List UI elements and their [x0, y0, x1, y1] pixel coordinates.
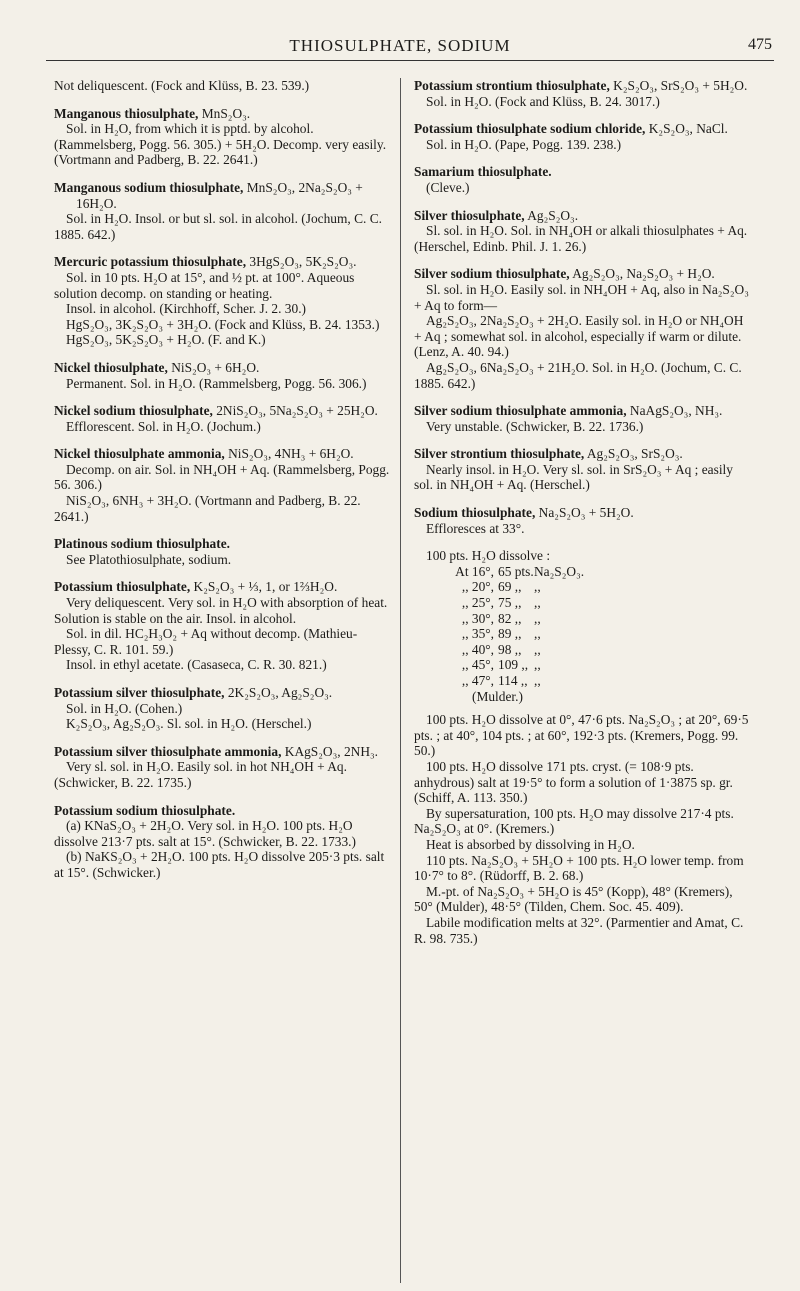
entry-heading	[54, 685, 392, 701]
paragraph: 100 pts. H₂O dissolve 171 pts. cryst. (= 108·9 pts. anhydrous) salt at 19·5° to form a solution of 1·3875 sp. gr. (Schiff, A. 113. 350.)	[414, 758, 733, 806]
salt-cell: ,,	[534, 595, 541, 611]
entry-text: Insol. in alcohol. (Kirchhoff, Scher. J. 2. 30.)	[66, 301, 306, 317]
entry	[54, 685, 392, 732]
entry-text: Ag₂S₂O₃, 2Na₂S₂O₃ + 2H₂O. Easily sol. in H₂O or NH₄OH + Aq ; somewhat sol. in alcohol, especially if warm or dilute. (Lenz, A. 40. 94.)	[414, 313, 744, 360]
salt-cell: ,,	[534, 673, 541, 688]
compound-name: Nickel thiosulphate ammonia,	[54, 446, 225, 462]
parts-cell: 114 ,,	[498, 673, 528, 688]
table-row	[414, 595, 752, 611]
table-row	[414, 642, 752, 658]
entry	[54, 403, 392, 434]
compound-name: Potassium silver thiosulphate,	[54, 685, 225, 700]
entry	[54, 180, 392, 242]
entry-text: HgS₂O₃, 5K₂S₂O₃ + H₂O. (F. and K.)	[66, 332, 266, 348]
compound-name: Nickel thiosulphate,	[54, 359, 168, 375]
compound-name: Sodium thiosulphate,	[414, 505, 536, 521]
entry-text: Sol. in H₂O. (Fock and Klüss, B. 24. 3017.)	[426, 93, 660, 109]
temperature-cell: ,, 35°,	[461, 626, 494, 642]
parts-cell: 69 ,,	[498, 579, 522, 595]
entry-text: Insol. in ethyl acetate. (Casaseca, C. R. 30. 821.)	[66, 657, 327, 673]
temperature-cell: At 16°,	[455, 563, 494, 579]
entry-text: Sl. sol. in H₂O. Easily sol. in NH₄OH + Aq, also in Na₂S₂O₃ + Aq to form—	[414, 281, 749, 313]
entry	[414, 505, 752, 536]
entry-heading	[414, 164, 752, 180]
entry-text: (b) NaKS₂O₃ + 2H₂O. 100 pts. H₂O dissolve 205·3 pts. salt at 15°. (Schwicker.)	[54, 849, 385, 880]
compound-formula: Ag₂S₂O₃.	[524, 207, 579, 223]
temperature-cell: ,, 45°,	[461, 657, 494, 673]
after-table-text	[414, 712, 752, 946]
entry-text: Sol. in dil. HC₂H₃O₂ + Aq without decomp. (Mathieu-Plessy, C. R. 101. 59.)	[54, 626, 358, 657]
compound-name: Potassium strontium thiosulphate,	[414, 78, 610, 93]
table-rows	[414, 564, 752, 689]
compound-name: Manganous thiosulphate,	[54, 105, 199, 121]
left-column	[54, 78, 392, 893]
entry	[54, 536, 392, 567]
entry-heading	[54, 254, 392, 270]
entry-text: Very sl. sol. in H₂O. Easily sol. in hot NH₄OH + Aq. (Schwicker, B. 22. 1735.)	[54, 759, 347, 790]
entry-text: Sl. sol. in H₂O. Sol. in NH₄OH or alkali thiosulphates + Aq. (Herschel, Edinb. Phil. J. 1. 26.)	[414, 223, 748, 254]
entry-text: (Cleve.)	[426, 179, 470, 195]
entry	[414, 446, 752, 493]
running-head: THIOSULPHATE, SODIUM	[289, 36, 511, 55]
entry-heading	[54, 579, 392, 595]
salt-cell: ,,	[534, 626, 541, 642]
parts-cell: 89 ,,	[498, 626, 522, 642]
compound-name: Samarium thiosulphate.	[414, 164, 552, 180]
entry-heading	[54, 403, 392, 419]
compound-formula: Na₂S₂O₃ + 5H₂O.	[535, 505, 634, 521]
compound-name: Potassium sodium thiosulphate.	[54, 802, 236, 818]
entry-text: Sol. in H₂O. (Pape, Pogg. 139. 238.)	[426, 136, 622, 152]
entry-text: Very deliquescent. Very sol. in H₂O with absorption of heat. Solution is stable on the air. Insol. in alcohol.	[54, 595, 388, 626]
entry	[414, 78, 752, 109]
header-rule	[46, 60, 774, 61]
entry	[414, 208, 752, 255]
entry-heading	[54, 803, 392, 819]
paragraph: M.-pt. of Na₂S₂O₃ + 5H₂O is 45° (Kopp), 48° (Kremers), 50° (Mulder), 48·5° (Tilden, Chem. Soc. 45. 409).	[414, 883, 733, 915]
compound-formula: NiS₂O₃, 4NH₃ + 6H₂O.	[224, 446, 354, 462]
compound-name: Platinous sodium thiosulphate.	[54, 536, 230, 552]
compound-formula: 3HgS₂O₃, 5K₂S₂O₃.	[246, 254, 357, 270]
entry-text: Sol. in H₂O. (Cohen.)	[66, 700, 183, 716]
page-number: 475	[748, 36, 772, 53]
entry-text: (a) KNaS₂O₃ + 2H₂O. Very sol. in H₂O. 100 pts. H₂O dissolve 213·7 pts. salt at 15°. (Schwicker, B. 22. 1733.)	[54, 818, 356, 849]
entry-text: See Platothiosulphate, sodium.	[66, 551, 232, 567]
entry-text: Sol. in H₂O, from which it is pptd. by alcohol. (Rammelsberg, Pogg. 56. 305.) + 5H₂O. Decomp. very easily. (Vortmann and Padberg, B. 22. 2641.)	[54, 121, 387, 168]
paragraph: By supersaturation, 100 pts. H₂O may dissolve 217·4 pts. Na₂S₂O₃ at 0°. (Kremers.)	[414, 805, 734, 837]
table-source: (Mulder.)	[472, 688, 523, 704]
table-row	[414, 673, 752, 689]
paragraph: 110 pts. Na₂S₂O₃ + 5H₂O + 100 pts. H₂O lower temp. from 10·7° to 8°. (Rüdorff, B. 2. 68.)	[414, 852, 744, 884]
temperature-cell: ,, 40°,	[461, 641, 494, 657]
compound-formula: MnS₂O₃.	[198, 105, 251, 121]
compound-formula: K₂S₂O₃, SrS₂O₃ + 5H₂O.	[609, 78, 748, 93]
right-column	[414, 78, 752, 946]
compound-formula: Ag₂S₂O₃, Na₂S₂O₃ + H₂O.	[569, 266, 715, 282]
entry	[54, 579, 392, 673]
table-intro: 100 pts. H₂O dissolve :	[426, 548, 551, 564]
entry-heading	[414, 403, 752, 419]
entry-heading	[414, 266, 752, 282]
entry	[54, 254, 392, 348]
parts-cell: 109 ,,	[498, 657, 529, 673]
parts-cell: 75 ,,	[498, 595, 522, 611]
compound-name: Silver sodium thiosulphate,	[414, 266, 570, 282]
compound-name: Silver sodium thiosulphate ammonia,	[414, 403, 627, 419]
compound-formula: K₂S₂O₃ + ⅓, 1, or 1⅔H₂O.	[190, 579, 338, 595]
table-row	[414, 564, 752, 580]
entry-text: Nearly insol. in H₂O. Very sl. sol. in SrS₂O₃ + Aq ; easily sol. in NH₄OH + Aq. (Herschel.)	[414, 461, 733, 493]
entry	[54, 360, 392, 391]
salt-cell: ,,	[534, 610, 541, 626]
entry-heading	[54, 180, 392, 211]
entry-heading	[54, 446, 392, 462]
entry-heading	[414, 121, 752, 137]
page-header	[0, 36, 800, 66]
parts-cell: 98 ,,	[498, 641, 522, 657]
temperature-cell: ,, 25°,	[461, 595, 494, 611]
entry-text: Permanent. Sol. in H₂O. (Rammelsberg, Pogg. 56. 306.)	[66, 375, 367, 391]
compound-name: Mercuric potassium thiosulphate,	[54, 254, 247, 270]
entry-text: Not deliquescent. (Fock and Klüss, B. 23. 539.)	[54, 78, 310, 93]
temperature-cell: ,, 47°,	[461, 673, 494, 688]
entry-heading	[414, 505, 752, 521]
entry-text: Sol. in H₂O. Insol. or but sl. sol. in alcohol. (Jochum, C. C. 1885. 642.)	[54, 211, 383, 242]
compound-name: Potassium thiosulphate sodium chloride,	[414, 121, 646, 137]
paragraph: Labile modification melts at 32°. (Parmentier and Amat, C. R. 98. 735.)	[414, 914, 744, 946]
entry-text: Very unstable. (Schwicker, B. 22. 1736.)	[426, 418, 644, 434]
column-divider	[400, 78, 401, 1283]
entry	[414, 266, 752, 391]
temperature-cell: ,, 20°,	[461, 579, 494, 595]
table-row	[414, 611, 752, 627]
compound-name: Nickel sodium thiosulphate,	[54, 403, 213, 419]
entry	[54, 446, 392, 524]
paragraph: 100 pts. H₂O dissolve at 0°, 47·6 pts. Na₂S₂O₃ ; at 20°, 69·5 pts. ; at 40°, 104 pts. ; at 60°, 192·3 pts. (Kremers, Pogg. 99. 50.)	[414, 712, 749, 759]
entry	[54, 106, 392, 168]
entry	[414, 403, 752, 434]
compound-formula: NaAgS₂O₃, NH₃.	[626, 403, 723, 419]
entry-text: Effloresces at 33°.	[426, 520, 525, 536]
compound-formula: K₂S₂O₃, NaCl.	[645, 121, 728, 137]
entry	[54, 803, 392, 881]
entry-heading	[414, 446, 752, 462]
entry-heading	[54, 106, 392, 122]
parts-cell: 82 ,,	[498, 610, 522, 626]
paragraph: Heat is absorbed by dissolving in H₂O.	[426, 836, 635, 852]
compound-formula: 2NiS₂O₃, 5Na₂S₂O₃ + 25H₂O.	[212, 403, 378, 419]
temperature-cell: ,, 30°,	[461, 610, 494, 626]
table-row	[414, 579, 752, 595]
compound-name: Potassium thiosulphate,	[54, 579, 191, 595]
compound-formula: 2K₂S₂O₃, Ag₂S₂O₃.	[224, 685, 333, 700]
entry-heading	[54, 360, 392, 376]
salt-cell: Na₂S₂O₃.	[534, 563, 585, 579]
entry	[54, 78, 392, 94]
compound-formula: KAgS₂O₃, 2NH₃.	[281, 743, 379, 759]
entry-heading	[54, 744, 392, 760]
entry-text: Decomp. on air. Sol. in NH₄OH + Aq. (Rammelsberg, Pogg. 56. 306.)	[54, 461, 390, 493]
entry-heading	[414, 208, 752, 224]
compound-formula: MnS₂O₃, 2Na₂S₂O₃ + 16H₂O.	[76, 179, 363, 211]
entry-heading	[54, 536, 392, 552]
entry-text: Efflorescent. Sol. in H₂O. (Jochum.)	[66, 418, 261, 434]
entry	[414, 121, 752, 152]
entry	[54, 744, 392, 791]
compound-formula: Ag₂S₂O₃, SrS₂O₃.	[584, 446, 683, 462]
compound-name: Manganous sodium thiosulphate,	[54, 179, 244, 195]
entry-text: NiS₂O₃, 6NH₃ + 3H₂O. (Vortmann and Padberg, B. 22. 2641.)	[54, 493, 361, 524]
entry-text: K₂S₂O₃, Ag₂S₂O₃. Sl. sol. in H₂O. (Herschel.)	[66, 716, 312, 732]
entry-heading	[414, 78, 752, 94]
entry-text: HgS₂O₃, 3K₂S₂O₃ + 3H₂O. (Fock and Klüss, B. 24. 1353.)	[66, 316, 380, 332]
parts-cell: 65 pts.	[498, 563, 534, 579]
salt-cell: ,,	[534, 657, 541, 673]
entry-text: Ag₂S₂O₃, 6Na₂S₂O₃ + 21H₂O. Sol. in H₂O. (Jochum, C. C. 1885. 642.)	[414, 359, 742, 391]
entry-text: Sol. in 10 pts. H₂O at 15°, and ½ pt. at 100°. Aqueous solution decomp. on standing or heating.	[54, 269, 355, 301]
right-entries	[414, 78, 752, 536]
salt-cell: ,,	[534, 579, 541, 595]
compound-name: Silver thiosulphate,	[414, 207, 525, 223]
table-row	[414, 657, 752, 673]
compound-formula: NiS₂O₃ + 6H₂O.	[167, 359, 260, 375]
compound-name: Silver strontium thiosulphate,	[414, 446, 585, 462]
table-row	[414, 626, 752, 642]
compound-name: Potassium silver thiosulphate ammonia,	[54, 743, 282, 759]
entry	[414, 164, 752, 195]
salt-cell: ,,	[534, 641, 541, 657]
solubility-table	[414, 548, 752, 704]
